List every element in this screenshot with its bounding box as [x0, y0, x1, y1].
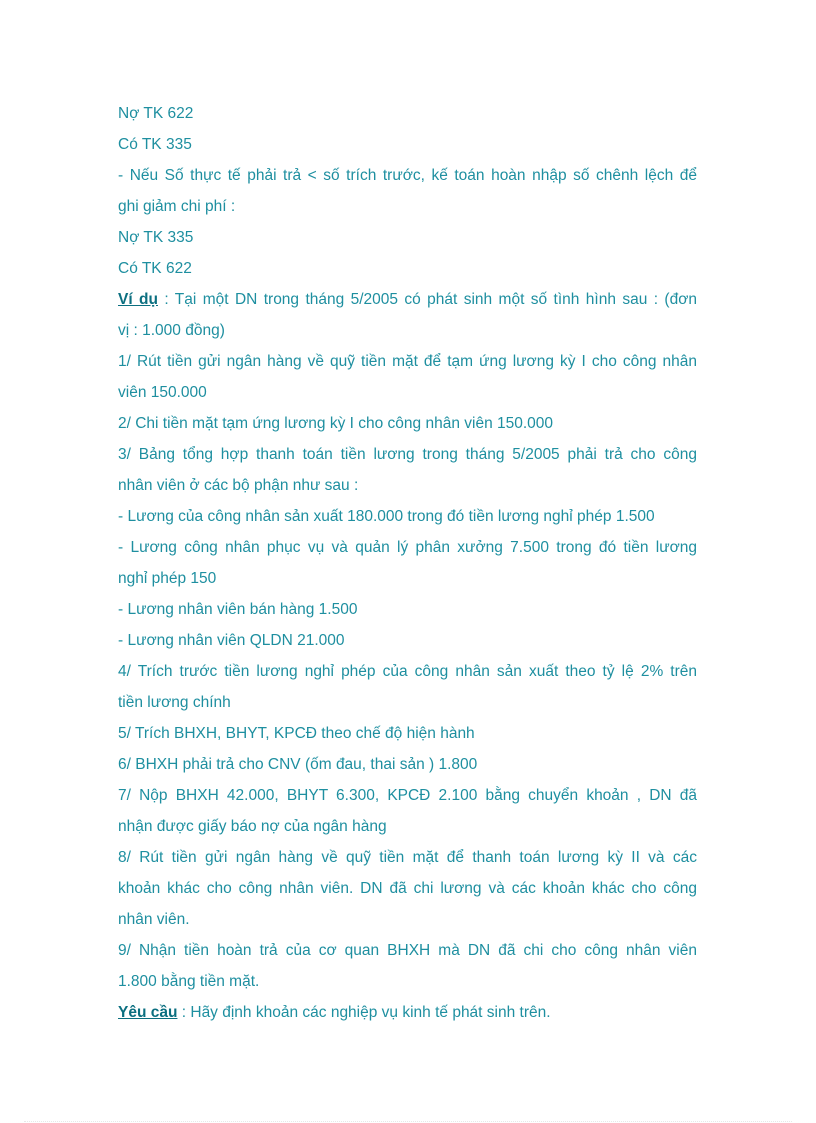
list-item: 4/ Trích trước tiền lương nghỉ phép của công nhân sản xuất theo tỷ lệ 2% trên — [118, 663, 697, 680]
list-item: nghỉ phép 150 — [118, 570, 217, 587]
list-item: 1.800 bằng tiền mặt. — [118, 973, 260, 990]
list-item: - Lương công nhân phục vụ và quản lý phân xưởng 7.500 trong đó tiền lương — [118, 539, 697, 556]
requirement-label: Yêu cầu — [118, 1004, 178, 1021]
text-line: - Nếu Số thực tế phải trả < số trích trước, kế toán hoàn nhập số chênh lệch để — [118, 167, 697, 184]
example-line — [118, 284, 697, 315]
page-bottom-rule — [24, 1121, 792, 1122]
list-item: 3/ Bảng tổng hợp thanh toán tiền lương trong tháng 5/2005 phải trả cho công — [118, 446, 697, 463]
list-item: 8/ Rút tiền gửi ngân hàng về quỹ tiền mặt để thanh toán lương kỳ II và các — [118, 849, 697, 866]
list-item: 5/ Trích BHXH, BHYT, KPCĐ theo chế độ hiện hành — [118, 725, 475, 742]
list-item: tiền lương chính — [118, 694, 231, 711]
document-body — [118, 98, 697, 1028]
list-item: - Lương nhân viên QLDN 21.000 — [118, 632, 345, 649]
requirement-text: : Hãy định khoản các nghiệp vụ kinh tế phát sinh trên. — [177, 1004, 551, 1021]
text-line: Nợ TK 335 — [118, 229, 194, 246]
list-item: viên 150.000 — [118, 384, 207, 401]
list-item: 1/ Rút tiền gửi ngân hàng về quỹ tiền mặt để tạm ứng lương kỳ I cho công nhân — [118, 353, 697, 370]
list-item: 9/ Nhận tiền hoàn trả của cơ quan BHXH mà DN đã chi cho công nhân viên — [118, 942, 697, 959]
requirement-line — [118, 997, 697, 1028]
list-item: 2/ Chi tiền mặt tạm ứng lương kỳ I cho công nhân viên 150.000 — [118, 415, 554, 432]
list-item: - Lương nhân viên bán hàng 1.500 — [118, 601, 358, 618]
text-line: Nợ TK 622 — [118, 105, 194, 122]
example-text: : Tại một DN trong tháng 5/2005 có phát sinh một số tình hình sau : (đơn — [157, 291, 697, 308]
list-item: nhân viên. — [118, 911, 190, 928]
list-item: nhân viên ở các bộ phận như sau : — [118, 477, 359, 494]
text-line: vị : 1.000 đồng) — [118, 322, 225, 339]
text-line: Có TK 622 — [118, 260, 192, 277]
text-line: ghi giảm chi phí : — [118, 198, 236, 215]
list-item: - Lương của công nhân sản xuất 180.000 trong đó tiền lương nghỉ phép 1.500 — [118, 508, 655, 525]
example-label: Ví dụ — [118, 291, 158, 308]
text-line: Có TK 335 — [118, 136, 192, 153]
list-item: khoản khác cho công nhân viên. DN đã chi lương và các khoản khác cho công — [118, 880, 697, 897]
list-item: 7/ Nộp BHXH 42.000, BHYT 6.300, KPCĐ 2.100 bằng chuyển khoản , DN đã — [118, 787, 697, 804]
list-item: 6/ BHXH phải trả cho CNV (ốm đau, thai sản ) 1.800 — [118, 756, 478, 773]
list-item: nhận được giấy báo nợ của ngân hàng — [118, 818, 387, 835]
